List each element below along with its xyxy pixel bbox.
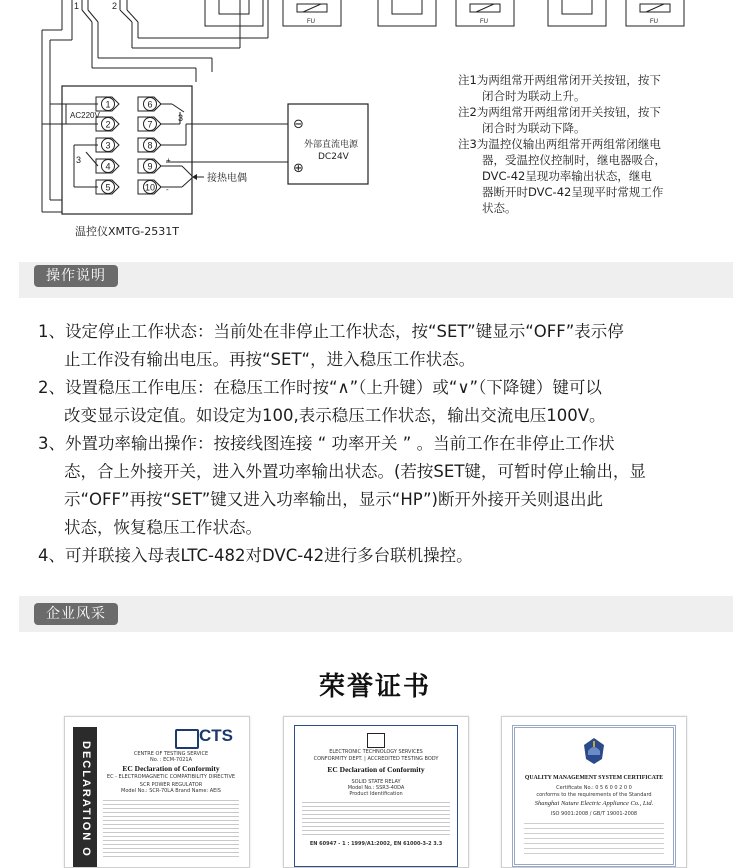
- certificate-ec-ets[interactable]: [283, 716, 469, 868]
- cert-line: No. : ECM-7021A: [149, 757, 193, 763]
- cert-body-text: [103, 797, 239, 857]
- terminal-number: 5: [105, 182, 111, 193]
- note-3-cont: 器，受温控仪控制时，继电器吸合，: [482, 153, 666, 167]
- honor-title: 荣誉证书: [318, 672, 431, 702]
- terminal-left-5: [96, 180, 119, 194]
- cert-line: ISO 9001:2008 / GB/T 19001-2008: [550, 811, 638, 817]
- note-1-line: 注1为两组常开两组常闭开关按钮，按下: [458, 73, 661, 87]
- instruction-3-cont: 状态，恢复稳压工作状态。: [64, 518, 262, 537]
- certificate-ec-cts[interactable]: [64, 716, 250, 868]
- cts-logo-icon: [175, 729, 199, 749]
- diagram-caption: 温控仪XMTG-2531T: [75, 225, 179, 238]
- cert-company: Shanghai Nature Electric Appliance Co., Ltd.: [534, 800, 654, 807]
- switch-label-1: 1: [74, 1, 80, 11]
- ac-input-label: AC220V: [70, 111, 100, 120]
- terminal-left-4: [96, 159, 119, 173]
- cert-line: Product Identification: [349, 791, 403, 797]
- note-3-cont: DVC-42呈现功率输出状态，继电: [482, 169, 652, 183]
- terminal-number: 6: [147, 99, 153, 110]
- terminal-number: 8: [147, 140, 153, 151]
- instruction-2: 2、设置稳压工作电压：在稳压工作时按“∧”（上升键）或“∨”（下降键）键可以: [38, 378, 602, 397]
- instruction-3-cont: 态，合上外接开关，进入外置功率输出状态。(若按SET键，可暂时停止输出，显: [64, 462, 646, 481]
- terminal-number: 3: [105, 140, 111, 151]
- cert-line: CENTRE OF TESTING SERVICE: [133, 751, 209, 757]
- cert-line: conforms to the requirements of the Standard: [536, 792, 652, 798]
- section-band-company: [19, 596, 733, 632]
- cert-line: SCR POWER REGULATOR: [139, 782, 203, 788]
- instruction-4: 4、可并联接入母表LTC-482对DVC-42进行多台联机操控。: [38, 546, 473, 565]
- switch-label-2: 2: [112, 1, 118, 11]
- section-title-company: 企业风采: [34, 603, 118, 625]
- psu-label: 外部直流电源: [304, 140, 359, 150]
- terminal-left-3: [96, 138, 119, 152]
- cert-line: Model No.: SCR-70LA Brand Name: AEIS: [121, 788, 221, 794]
- cert-heading: QUALITY MANAGEMENT SYSTEM CERTIFICATE: [524, 775, 664, 781]
- instruction-list: [38, 318, 728, 570]
- polarity-plus: +: [166, 156, 171, 165]
- terminal-right-5: [138, 180, 161, 194]
- contact-mark-3-left: 3: [76, 155, 82, 165]
- instruction-2-cont: 改变显示设定值。如设定为100,表示稳压工作状态，输出交流电压100V。: [64, 406, 606, 425]
- note-list: [458, 72, 666, 216]
- note-2-cont: 闭合时为联动下降。: [482, 121, 586, 135]
- cert-heading: EC Declaration of Conformity: [327, 765, 425, 774]
- thermocouple-arrow-icon: [192, 174, 197, 180]
- psu-minus-icon: ⊖: [293, 117, 304, 132]
- fuse-label-2: FU: [480, 19, 488, 25]
- terminal-number: 4: [105, 161, 111, 172]
- terminal-right-4: [138, 159, 161, 173]
- cert-heading: EC Declaration of Conformity: [122, 764, 220, 773]
- note-3-line: 注3为温控仪输出两组常开两组常闭继电: [458, 137, 661, 151]
- instruction-1: 1、设定停止工作状态：当前处在非停止工作状态，按“SET”键显示“OFF”表示停: [38, 322, 624, 341]
- terminal-right-1: [138, 97, 161, 111]
- contact-mark-3-right: 3: [178, 113, 184, 123]
- terminal-right-2: [138, 117, 161, 131]
- cert-line: Certificate No.: 0 5 6 0 0 2 0 0: [556, 785, 632, 791]
- certificate-quality[interactable]: [501, 716, 687, 868]
- emblem-icon: [582, 737, 606, 765]
- cert-logo-text: CTS: [199, 726, 233, 745]
- thermocouple-label: 接热电偶: [207, 173, 247, 184]
- terminal-number: 1: [105, 99, 111, 110]
- terminal-number: 10: [144, 182, 156, 193]
- instruction-3-cont: 示“OFF”再按“SET”键又进入功率输出，显示“HP”)断开外接开关则退出此: [64, 490, 603, 509]
- terminal-right-3: [138, 138, 161, 152]
- psu-plus-icon: ⊕: [293, 161, 304, 176]
- ets-logo-icon: [367, 733, 385, 748]
- note-3-cont: 状态。: [482, 201, 517, 215]
- terminal-number: 2: [105, 119, 111, 130]
- polarity-minus: -: [166, 185, 169, 194]
- terminal-left-1: [96, 97, 119, 111]
- terminal-number: 9: [147, 161, 153, 172]
- cert-line: EC - ELECTROMAGNETIC COMPATIBILITY DIRECTIVE: [106, 774, 236, 780]
- instruction-1-cont: 止工作没有输出电压。再按“SET“，进入稳压工作状态。: [64, 350, 476, 369]
- instruction-3: 3、外置功率输出操作：按接线图连接 “ 功率开关 ” 。当前工作在非停止工作状: [38, 434, 615, 453]
- cert-body-text: [524, 819, 664, 855]
- psu-voltage: DC24V: [318, 152, 349, 162]
- note-1-cont: 闭合时为联动上升。: [482, 89, 586, 103]
- note-2-line: 注2为两组常开两组常闭开关按钮，按下: [458, 105, 661, 119]
- fuse-label-1: FU: [307, 19, 315, 25]
- fuse-label-3: FU: [650, 19, 658, 25]
- cert-line: Model No.: SSR3-40DA: [347, 785, 405, 791]
- cert-side-text: DECLARATION O: [80, 741, 92, 858]
- cert-body-text: [302, 799, 450, 837]
- terminal-number: 7: [147, 119, 153, 130]
- cert-line: ELECTRONIC TECHNOLOGY SERVICES: [329, 749, 423, 755]
- note-3-cont: 器断开时DVC-42呈现平时常规工作: [482, 185, 664, 199]
- section-band-operation: [19, 262, 733, 298]
- cert-line: EN 60947 - 1 : 1999/A1:2002, EN 61000-3-2 3.3: [309, 841, 443, 847]
- cert-line: CONFORMITY DEPT. | ACCREDITED TESTING BODY: [313, 756, 439, 762]
- section-title-operation: 操作说明: [34, 265, 118, 287]
- cert-line: SOLID STATE RELAY: [351, 779, 401, 785]
